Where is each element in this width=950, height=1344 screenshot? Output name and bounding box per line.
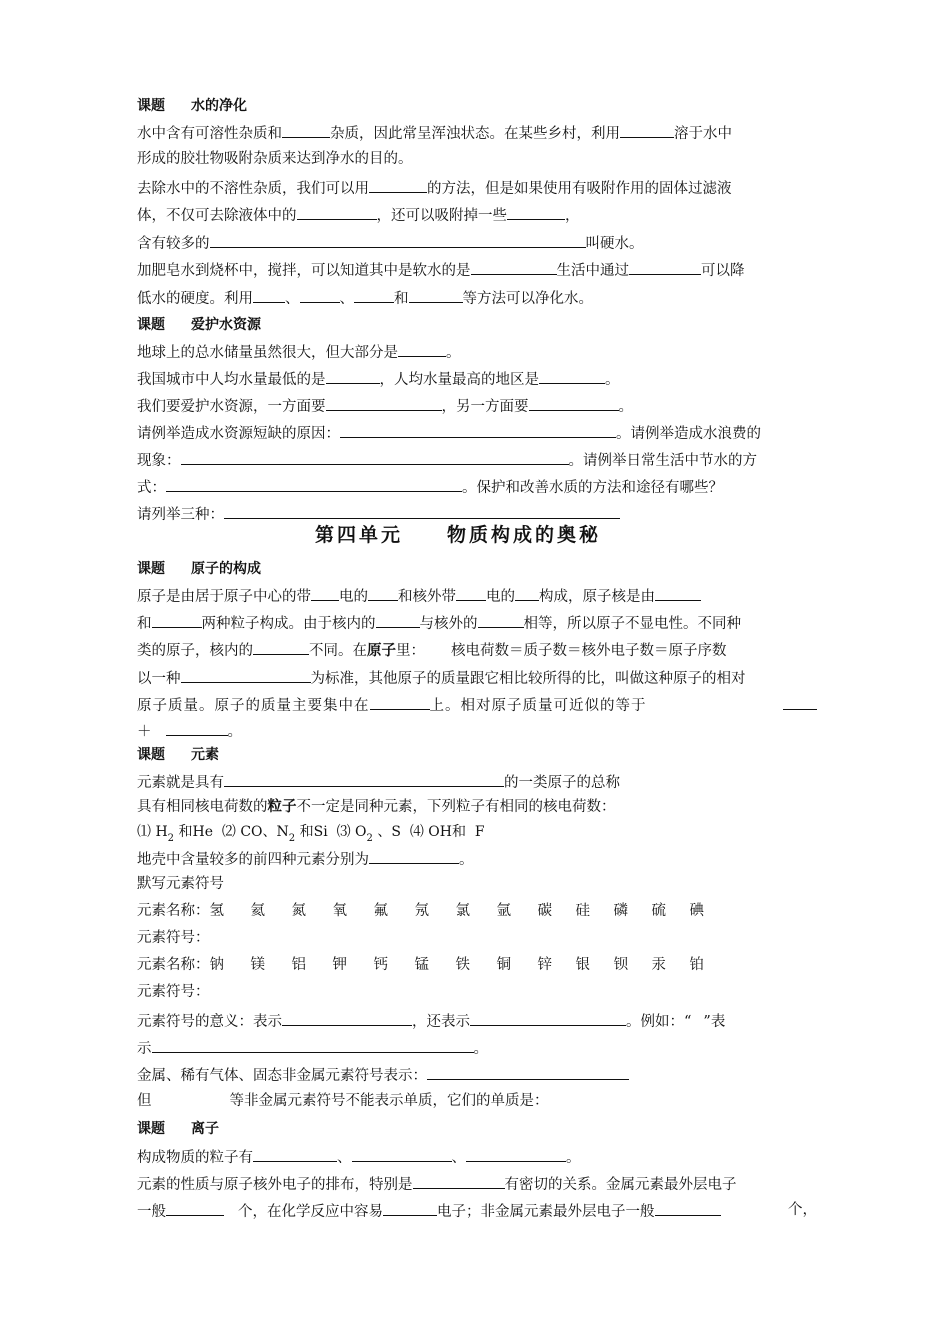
paragraph-line: 地壳中含量较多的前四种元素分别为 。 bbox=[137, 848, 474, 868]
section-heading-protect-water: 课题 爱护水资源 bbox=[137, 317, 261, 333]
element-name: 铁 bbox=[455, 957, 470, 973]
element-name: 锰 bbox=[414, 957, 429, 973]
blank[interactable] bbox=[166, 720, 228, 736]
element-name: 氢 bbox=[209, 903, 224, 919]
blank[interactable] bbox=[629, 259, 701, 275]
paragraph-line: 一般 个，在化学反应中容易 电子；非金属元素最外层电子一般 个， bbox=[137, 1202, 817, 1220]
blank[interactable] bbox=[326, 368, 380, 384]
blank[interactable] bbox=[369, 177, 427, 193]
paragraph-line: 构成物质的粒子有 、 、 。 bbox=[137, 1146, 581, 1166]
element-name: 氦 bbox=[250, 903, 265, 919]
blank[interactable] bbox=[152, 1037, 474, 1053]
element-name: 锌 bbox=[537, 957, 552, 973]
blank[interactable] bbox=[370, 694, 430, 710]
paragraph-line: 原子是由居于原子中心的带 电的 和核外带 电的 构成，原子核是由 bbox=[137, 585, 701, 605]
element-name: 铜 bbox=[496, 957, 511, 973]
paragraph-line: 元素就是具有 的一类原子的总称 bbox=[137, 771, 620, 791]
blank[interactable] bbox=[655, 1200, 721, 1216]
element-name: 氩 bbox=[496, 903, 511, 919]
blank[interactable] bbox=[297, 204, 377, 220]
paragraph-line: 我们要爱护水资源，一方面要 ，另一方面要 。 bbox=[137, 395, 633, 415]
paragraph-line: 低水的硬度。利用 、 、 和 等方法可以净化水。 bbox=[137, 287, 593, 307]
paragraph-line: 具有相同核电荷数的粒子不一定是同种元素，下列粒子有相同的核电荷数： bbox=[137, 798, 616, 815]
paragraph-line: 我国城市中人均水量最低的是 ，人均水量最高的地区是 。 bbox=[137, 368, 620, 388]
blank[interactable] bbox=[655, 585, 701, 601]
blank[interactable] bbox=[166, 476, 462, 492]
blank[interactable] bbox=[376, 612, 420, 628]
paragraph-line: 加肥皂水到烧杯中，搅拌，可以知道其中是软水的是 生活中通过 可以降 bbox=[137, 259, 745, 279]
blank[interactable] bbox=[253, 639, 309, 655]
element-name: 钠 bbox=[209, 957, 224, 973]
paragraph-line: 以一种 为标准，其他原子的质量跟它相比较所得的比，叫做这种原子的相对 bbox=[137, 667, 746, 687]
paragraph-line: 体，不仅可去除液体中的 ，还可以吸附掉一些 ， bbox=[137, 204, 580, 224]
blank[interactable] bbox=[413, 1173, 505, 1189]
paragraph-line: 但 等非金属元素符号不能表示单质，它们的单质是： bbox=[137, 1093, 549, 1109]
blank[interactable] bbox=[166, 1200, 224, 1216]
element-name: 铂 bbox=[689, 957, 704, 973]
blank[interactable] bbox=[181, 667, 311, 683]
element-name: 铝 bbox=[291, 957, 306, 973]
section-heading-water-purification: 课题 水的净化 bbox=[137, 98, 247, 114]
element-name: 氖 bbox=[414, 903, 429, 919]
paragraph-line: 默写元素符号 bbox=[137, 876, 224, 892]
element-name: 磷 bbox=[613, 903, 628, 919]
paragraph-line: 地球上的总水储量虽然很大，但大部分是 。 bbox=[137, 341, 461, 361]
blank[interactable] bbox=[340, 422, 616, 438]
blank[interactable] bbox=[507, 204, 565, 220]
blank[interactable] bbox=[620, 122, 674, 138]
blank[interactable] bbox=[369, 848, 459, 864]
element-name: 硅 bbox=[575, 903, 590, 919]
blank[interactable] bbox=[539, 368, 605, 384]
paragraph-line: 请例举造成水资源短缺的原因： 。请例举造成水浪费的 bbox=[137, 422, 761, 442]
blank[interactable] bbox=[383, 1200, 437, 1216]
blank[interactable] bbox=[783, 694, 817, 710]
blank[interactable] bbox=[466, 1146, 566, 1162]
blank[interactable] bbox=[152, 612, 202, 628]
blank[interactable] bbox=[352, 1146, 452, 1162]
paragraph-line: ＋ 。 bbox=[137, 720, 242, 740]
blank[interactable] bbox=[253, 1146, 337, 1162]
paragraph-line: 去除水中的不溶性杂质，我们可以用 的方法，但是如果使用有吸附作用的固体过滤液 bbox=[137, 177, 732, 197]
paragraph-line: 原子质量。原子的质量主要集中在 上。相对原子质量可近似的等于 bbox=[137, 694, 817, 714]
element-name: 氟 bbox=[373, 903, 388, 919]
element-name: 氯 bbox=[455, 903, 470, 919]
blank[interactable] bbox=[470, 1010, 626, 1026]
element-name: 氮 bbox=[291, 903, 306, 919]
element-name: 氧 bbox=[332, 903, 347, 919]
element-symbols-row-2: 元素符号： bbox=[137, 984, 210, 1000]
blank[interactable] bbox=[427, 1064, 629, 1080]
blank[interactable] bbox=[409, 287, 463, 303]
paragraph-line: 形成的胶壮物吸附杂质来达到净水的目的。 bbox=[137, 151, 413, 167]
unit-title: 第四单元 物质构成的奥秘 bbox=[315, 524, 602, 546]
element-name: 汞 bbox=[651, 957, 666, 973]
section-heading-atom-structure: 课题 原子的构成 bbox=[137, 561, 261, 577]
element-name: 银 bbox=[575, 957, 590, 973]
paragraph-line: 请列举三种： bbox=[137, 503, 620, 523]
blank[interactable] bbox=[253, 287, 285, 303]
paragraph-line: 金属、稀有气体、固态非金属元素符号表示： bbox=[137, 1064, 629, 1084]
blank[interactable] bbox=[515, 585, 539, 601]
section-heading-elements: 课题 元素 bbox=[137, 747, 219, 763]
blank[interactable] bbox=[471, 259, 557, 275]
paragraph-line: 和 两种粒子构成。由于核内的 与核外的 相等，所以原子不显电性。不同种 bbox=[137, 612, 741, 632]
element-names-row-1: 元素名称：氢 氦 氮 氧 氟 氖 氯 氩 碳 硅 磷 硫 碘 bbox=[137, 901, 728, 921]
formula-line: ⑴ $H_2$ 和He ⑵ CO、$N_2$ 和Si ⑶ $O_2$ 、S ⑷ OH和 F bbox=[137, 824, 485, 844]
element-names-row-2: 元素名称：钠 镁 铝 钾 钙 锰 铁 铜 锌 银 钡 汞 铂 bbox=[137, 955, 728, 975]
element-name: 硫 bbox=[651, 903, 666, 919]
blank[interactable] bbox=[181, 449, 569, 465]
element-name: 钙 bbox=[373, 957, 388, 973]
blank[interactable] bbox=[300, 287, 340, 303]
blank[interactable] bbox=[311, 585, 339, 601]
element-name: 钡 bbox=[613, 957, 628, 973]
paragraph-line: 水中含有可溶性杂质和 杂质，因此常呈浑浊状态。在某些乡村，利用 溶于水中 bbox=[137, 122, 732, 142]
paragraph-line: 类的原子，核内的 不同。在原子里： 核电荷数＝质子数＝核外电子数＝原子序数 bbox=[137, 639, 727, 659]
element-name-list bbox=[210, 903, 728, 919]
section-heading-ions: 课题 离子 bbox=[137, 1121, 219, 1137]
paragraph-line: 现象： 。请例举日常生活中节水的方 bbox=[137, 449, 757, 469]
blank[interactable] bbox=[456, 585, 486, 601]
blank[interactable] bbox=[398, 341, 446, 357]
blank[interactable] bbox=[210, 232, 586, 248]
element-name: 碳 bbox=[537, 903, 552, 919]
blank[interactable] bbox=[224, 503, 620, 519]
paragraph-line: 含有较多的 叫硬水。 bbox=[137, 232, 644, 252]
blank[interactable] bbox=[354, 287, 394, 303]
element-name: 钾 bbox=[332, 957, 347, 973]
blank[interactable] bbox=[368, 585, 398, 601]
paragraph-line: 元素的性质与原子核外电子的排布，特别是 有密切的关系。金属元素最外层电子 bbox=[137, 1173, 737, 1193]
element-symbols-row-1: 元素符号： bbox=[137, 930, 210, 946]
paragraph-line: 元素符号的意义：表示 ，还表示 。例如：“ ”表 bbox=[137, 1010, 817, 1030]
blank[interactable] bbox=[478, 612, 524, 628]
blank[interactable] bbox=[282, 1010, 412, 1026]
paragraph-line: 示 。 bbox=[137, 1037, 488, 1057]
blank[interactable] bbox=[326, 395, 442, 411]
element-name: 碘 bbox=[689, 903, 704, 919]
paragraph-line: 式： 。保护和改善水质的方法和途径有哪些？ bbox=[137, 476, 723, 496]
element-name: 镁 bbox=[250, 957, 265, 973]
blank[interactable] bbox=[224, 771, 504, 787]
blank[interactable] bbox=[282, 122, 330, 138]
element-name-list bbox=[210, 957, 728, 973]
blank[interactable] bbox=[529, 395, 619, 411]
